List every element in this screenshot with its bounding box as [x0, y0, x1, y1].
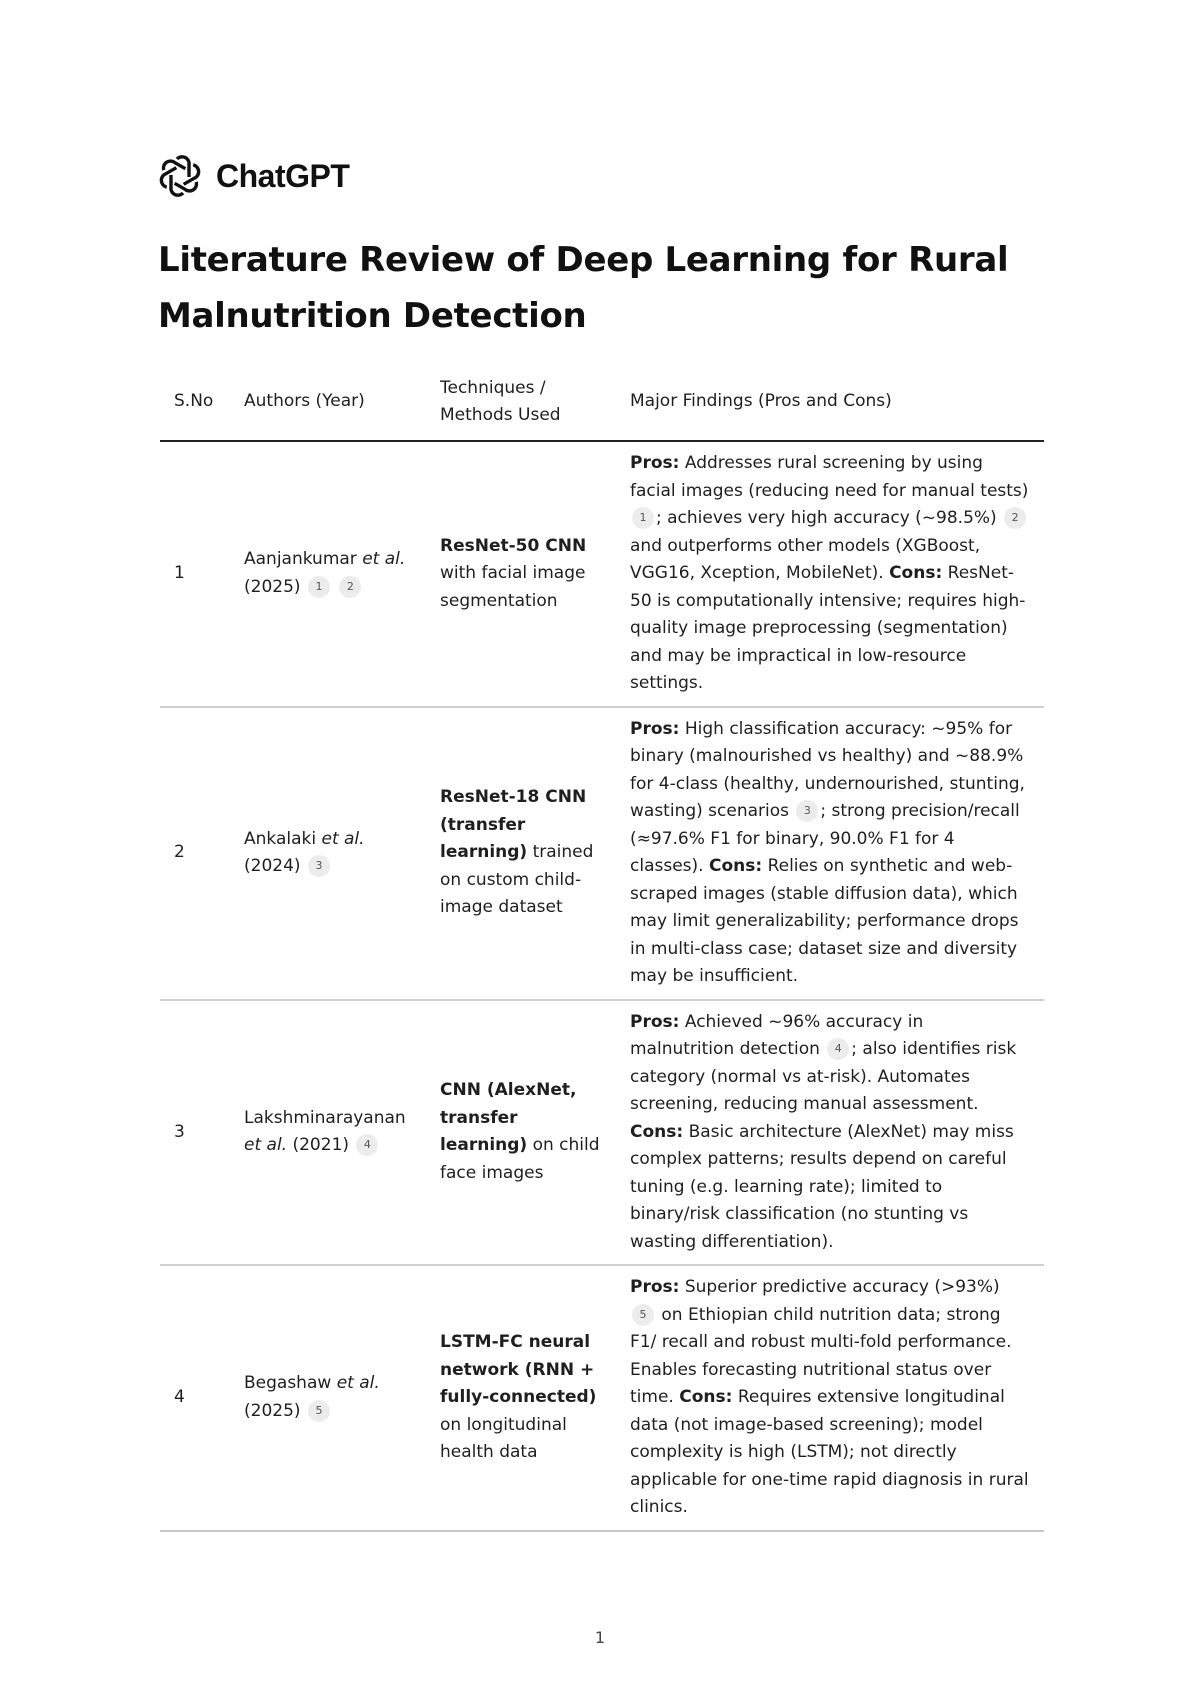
cell-techniques [426, 441, 616, 707]
cell-sno: 1 [160, 441, 230, 707]
cell-techniques [426, 1265, 616, 1531]
author-name: Begashaw [244, 1373, 332, 1394]
pros-text: on Ethiopian child nutrition data; strong F1/ recall and robust multi-fold performance. Enables forecasting nutritional status over time. [630, 1304, 1012, 1407]
table-row [160, 441, 1044, 707]
header-techniques: Techniques / Methods Used [426, 370, 616, 441]
author-name: Lakshminarayanan [244, 1107, 406, 1128]
brand-name: ChatGPT [216, 157, 350, 194]
technique-detail: on longitudinal health data [440, 1414, 567, 1462]
technique-detail: trained on custom child-image dataset [440, 842, 594, 918]
citation-badge[interactable]: 1 [632, 507, 654, 529]
cell-authors [230, 1000, 426, 1266]
author-name: Ankalaki [244, 828, 317, 849]
technique-detail: on child face images [440, 1135, 600, 1183]
cons-label: Cons: [889, 563, 943, 583]
pros-text: ; also identifies risk category (normal vs at-risk). Automates screening, reducing manual assessment. [630, 1039, 1017, 1114]
technique-detail: with facial image segmentation [440, 563, 586, 611]
technique-name: LSTM-FC neural network (RNN + fully-connected) [440, 1332, 597, 1407]
pros-text: Achieved ~96% accuracy in malnutrition detection [630, 1011, 924, 1059]
cell-authors [230, 707, 426, 1000]
technique-name: ResNet-18 CNN (transfer learning) [440, 787, 587, 863]
author-year: (2024) [244, 856, 301, 876]
author-etal: et al. [321, 828, 365, 849]
page-title: Literature Review of Deep Learning for Rural Malnutrition Detection [158, 240, 1009, 336]
cell-sno: 2 [160, 707, 230, 1000]
cons-label: Cons: [679, 1387, 733, 1407]
pros-text: and outperforms other models (XGBoost, VGG16, Xception, MobileNet). [630, 535, 981, 583]
cons-text: ResNet-50 is computationally intensive; requires high-quality image preprocessing (segmentation) and may be impractical in low-resource settings. [630, 563, 1026, 693]
cons-text: Relies on synthetic and web-scraped images (stable diffusion data), which may limit generalizability; performance drops in multi-class case; dataset size and diversity may be insufficient. [630, 856, 1019, 986]
technique-name: CNN (AlexNet, transfer learning) [440, 1080, 577, 1156]
cell-authors [230, 1265, 426, 1531]
pros-text: High classification accuracy: ~95% for binary (malnourished vs healthy) and ~88.9% for 4-class (healthy, undernourished, stunting, wasting) scenarios [630, 718, 1025, 821]
citation-badge[interactable]: 1 [308, 576, 330, 598]
citation-badge[interactable]: 5 [308, 1400, 330, 1422]
header-sno: S.No [160, 370, 230, 441]
cell-findings [616, 1265, 1044, 1531]
author-etal: et al. [362, 549, 406, 570]
pros-text: Superior predictive accuracy (>93%) [684, 1277, 1000, 1297]
pros-label: Pros: [630, 718, 680, 739]
citation-badge[interactable]: 4 [827, 1038, 849, 1060]
literature-table [160, 370, 1044, 1532]
author-year: (2021) [292, 1135, 350, 1156]
author-etal: et al. [336, 1373, 380, 1394]
cell-findings [616, 1000, 1044, 1266]
table-row [160, 707, 1044, 1000]
cell-techniques [426, 707, 616, 1000]
author-etal: et al. [244, 1135, 288, 1156]
citation-badge[interactable]: 2 [339, 576, 361, 598]
table-row [160, 1265, 1044, 1531]
author-year: (2025) [244, 1400, 301, 1421]
pros-text: ; achieves very high accuracy (~98.5%) [656, 508, 997, 528]
pros-text: ; strong precision/recall (≈97.6% F1 for binary, 90.0% F1 for 4 classes). [630, 801, 1020, 876]
citation-badge[interactable]: 3 [796, 800, 818, 822]
pros-text: Addresses rural screening by using facial images (reducing need for manual tests) [630, 453, 1029, 501]
cell-findings [616, 441, 1044, 707]
cons-text: Requires extensive longitudinal data (not image-based screening); model complexity is high (LSTM); not directly applicable for one-time rapid diagnosis in rural clinics. [630, 1387, 1029, 1517]
openai-logo-icon [158, 154, 202, 198]
citation-badge[interactable]: 3 [308, 855, 330, 877]
cell-sno: 4 [160, 1265, 230, 1531]
cons-text: Basic architecture (AlexNet) may miss complex patterns; results depend on careful tuning (e.g. learning rate); limited to binary/risk classification (no stunting vs wasting differentiation). [630, 1121, 1014, 1252]
pros-label: Pros: [630, 1011, 680, 1032]
pros-label: Pros: [630, 453, 680, 473]
header-findings: Major Findings (Pros and Cons) [616, 370, 1044, 441]
cell-findings [616, 707, 1044, 1000]
cell-techniques [426, 1000, 616, 1266]
citation-badge[interactable]: 2 [1004, 507, 1026, 529]
pros-label: Pros: [630, 1277, 680, 1297]
brand-header [158, 154, 349, 198]
author-name: Aanjankumar [244, 549, 357, 570]
page-number: 1 [594, 1628, 606, 1647]
cons-label: Cons: [708, 856, 763, 876]
author-year: (2025) [244, 576, 301, 597]
technique-name: ResNet-50 CNN [440, 535, 587, 556]
table-header-row [160, 370, 1044, 441]
header-authors: Authors (Year) [230, 370, 426, 441]
table-row [160, 1000, 1044, 1266]
citation-badge[interactable]: 5 [632, 1304, 654, 1326]
cell-sno: 3 [160, 1000, 230, 1266]
citation-badge[interactable]: 4 [356, 1134, 378, 1156]
cell-authors [230, 441, 426, 707]
cons-label: Cons: [630, 1121, 684, 1142]
